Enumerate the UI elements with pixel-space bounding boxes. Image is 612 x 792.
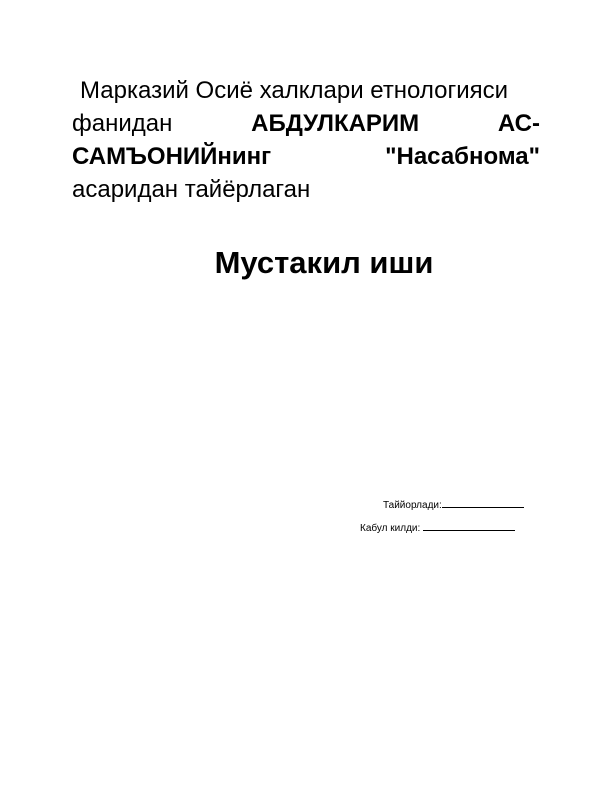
intro-line-3 <box>72 140 540 173</box>
prepared-by-label: Таййорлади: <box>383 500 442 511</box>
author-name-part-2: АС- <box>497 110 540 137</box>
work-title: "Насабнома" <box>385 143 540 170</box>
prepared-by-blank <box>442 498 524 508</box>
intro-line-2 <box>72 107 540 140</box>
intro-line-1: Марказий Осиё халклари етнологияси <box>80 77 509 104</box>
prepared-by-line <box>383 498 524 512</box>
intro-word-fanidan: фанидан <box>72 110 173 137</box>
accepted-by-line <box>360 521 515 535</box>
page-title: Мустакил иши <box>214 245 434 280</box>
accepted-by-blank <box>423 521 515 531</box>
accepted-by-label: Кабул килди: <box>360 523 421 534</box>
author-name-part-1: АБДУЛКАРИМ <box>251 110 420 137</box>
intro-paragraph <box>72 74 540 206</box>
author-name-part-3: САМЪОНИЙнинг <box>72 143 272 170</box>
intro-line-4: асаридан тайёрлаган <box>72 176 311 203</box>
